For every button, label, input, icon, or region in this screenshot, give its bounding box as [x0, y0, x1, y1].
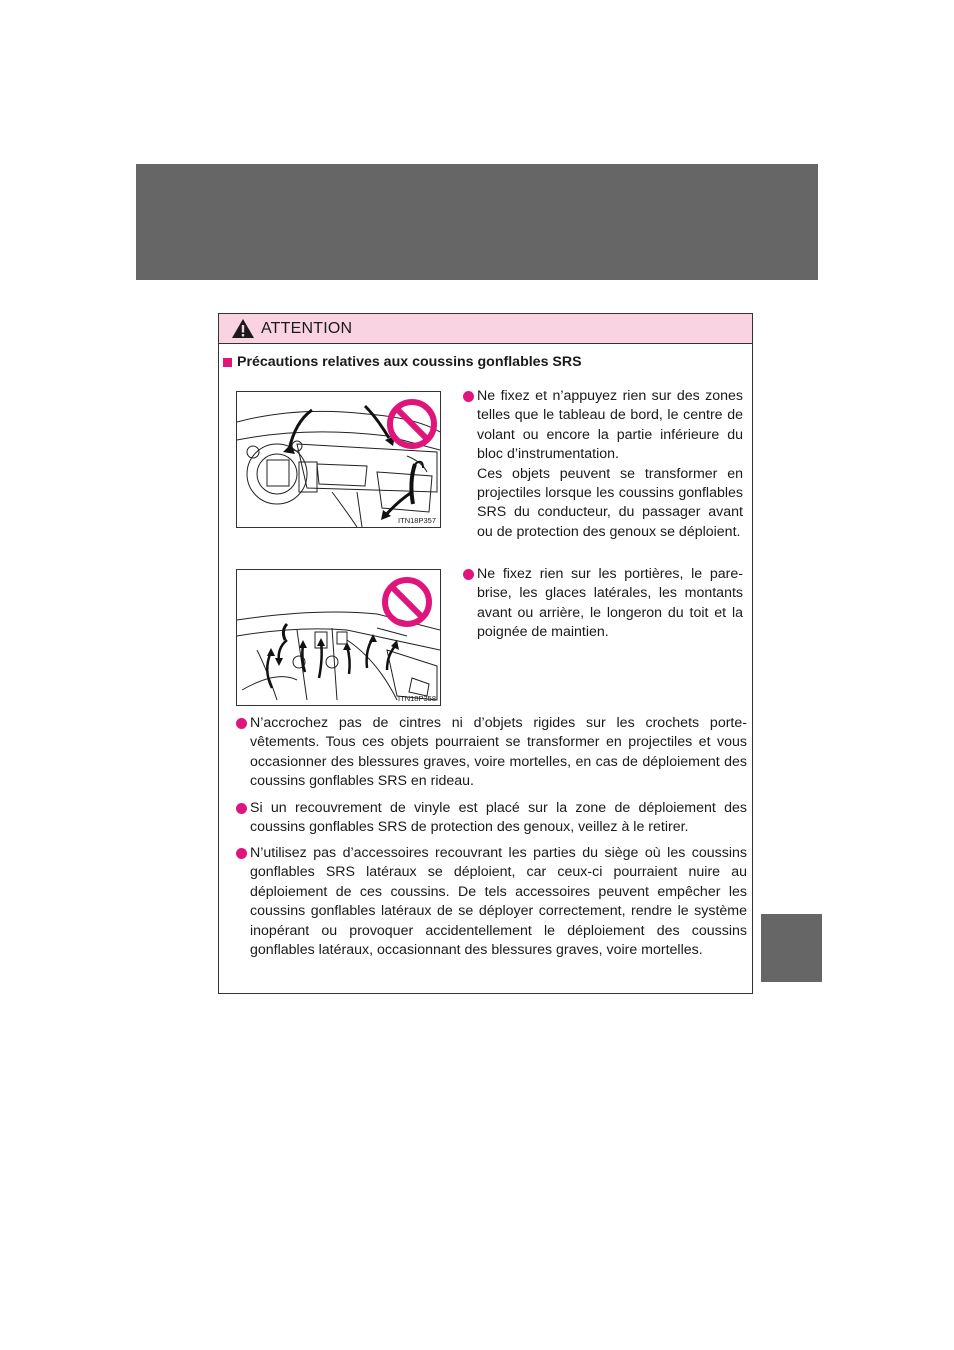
warning-triangle-icon [231, 318, 255, 339]
figure-code: ITN18P357 [398, 516, 436, 525]
section-title [223, 354, 582, 370]
figure-code: ITN18P358 [398, 694, 436, 703]
chapter-header-band [136, 164, 818, 280]
bullet-text: N’utilisez pas d’accessoires recouvrant les parties du siège où les coussins gonflables SRS latéraux se déploient, car ceux-ci pourraient nuire au déploiement de ces coussins. De tels accessoires peuvent empêcher les coussins gonflables latéraux de se déployer correctement, rendre le système inopérant ou provoquer accidentellement le déploiement des coussins gonflables latéraux, occasionnant des blessures graves, voire mortelles. [250, 845, 747, 959]
bullet-dot-icon [236, 848, 247, 859]
attention-header [219, 314, 752, 344]
interior-illustration [236, 569, 441, 706]
square-bullet-icon [223, 358, 232, 367]
bullet-item [250, 799, 747, 838]
attention-box [218, 313, 753, 994]
bullet-text: N’accrochez pas de cintres ni d’objets rigides sur les crochets porte-vêtements. Tous ces objets pourraient se transformer en projectiles et vous occasionner des blessures graves, voire mortelles, en cas de déploiement des coussins gonflables SRS en rideau. [250, 715, 747, 790]
bullet-text: Ne fixez rien sur les portières, le pare-brise, les glaces latérales, les montants avant ou arrière, le longeron du toit et la poignée de maintien. [477, 566, 743, 641]
bullet-dot-icon [236, 803, 247, 814]
prohibition-icon [385, 580, 429, 624]
attention-label: ATTENTION [261, 319, 353, 337]
bullet-dot-icon [463, 391, 474, 402]
section-title-text: Précautions relatives aux coussins gonflables SRS [237, 354, 582, 370]
bullet-item [477, 565, 743, 643]
bullet-text: Si un recouvrement de vinyle est placé sur la zone de déploiement des coussins gonflables SRS de protection des genoux, veillez à le retirer. [250, 800, 747, 836]
bullet-dot-icon [463, 569, 474, 580]
bullet-item [250, 714, 747, 792]
bullet-dot-icon [236, 718, 247, 729]
prohibition-icon [390, 402, 434, 446]
chapter-side-tab [761, 914, 822, 982]
bullet-detail: Ces objets peuvent se transformer en projectiles lorsque les coussins gonflables SRS du conducteur, du passager avant ou de protection des genoux se déploient. [477, 465, 743, 540]
bullet-text: Ne fixez et n’appuyez rien sur des zones telles que le tableau de bord, le centre de volant ou encore la partie inférieure du bloc d’instrumentation. [477, 388, 743, 463]
bullet-item [477, 387, 743, 542]
bullet-item [250, 844, 747, 960]
dashboard-illustration [236, 391, 441, 528]
